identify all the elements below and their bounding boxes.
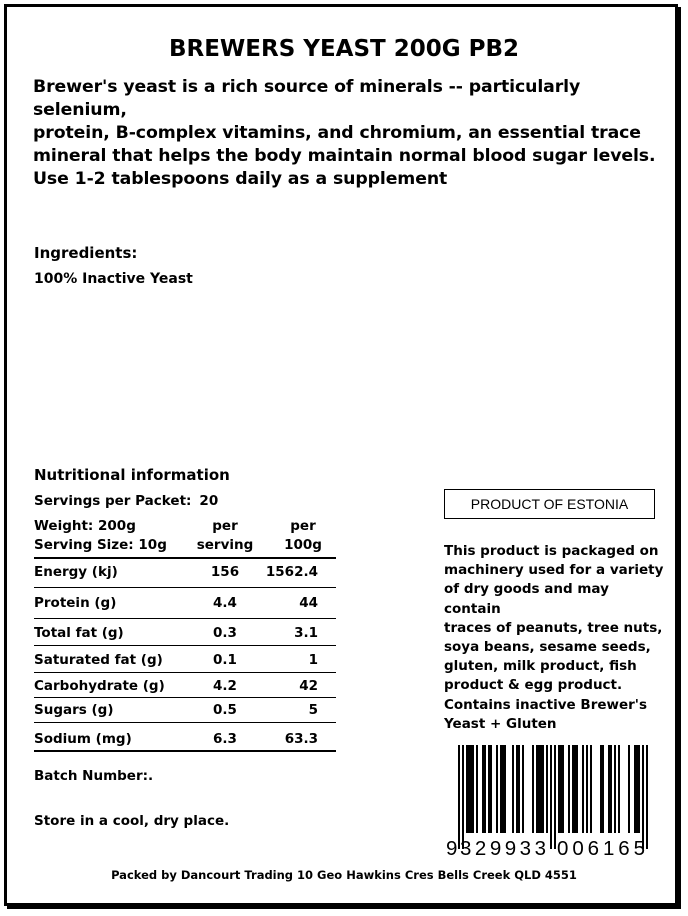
- barcode-bar: [536, 745, 538, 833]
- per-100g-value: 1562.4: [265, 564, 318, 580]
- barcode-left-digits: 329933: [460, 837, 546, 857]
- barcode-bar: [618, 745, 620, 833]
- barcode-bar: [504, 745, 506, 833]
- nutrient-name: Total fat (g): [34, 625, 124, 641]
- barcode-bar: [568, 745, 570, 833]
- nutrition-heading: Nutritional information: [34, 466, 230, 484]
- description-line: mineral that helps the body maintain normal blood sugar levels.: [33, 146, 656, 166]
- per-serving-value: 156: [210, 564, 240, 580]
- per-serving-value: 6.3: [213, 731, 237, 747]
- nutrient-name: Carbohydrate (g): [34, 678, 165, 694]
- column-header-line: 100g: [284, 537, 322, 553]
- barcode-bar: [468, 745, 470, 833]
- barcode-bar: [466, 745, 468, 833]
- per-100g-value: 3.1: [294, 625, 318, 641]
- barcode-bar: [502, 745, 504, 833]
- barcode-bar: [610, 745, 612, 833]
- barcode-bar: [518, 745, 520, 833]
- barcode: [444, 745, 664, 857]
- barcode-bar: [634, 745, 636, 833]
- barcode-bar: [488, 745, 490, 833]
- barcode-first-digit: 9: [446, 837, 458, 857]
- barcode-bar: [554, 745, 556, 849]
- per-serving-value: 0.5: [213, 702, 237, 718]
- allergen-line: Contains inactive Brewer's: [444, 696, 647, 713]
- barcode-bar: [550, 745, 552, 849]
- barcode-bar: [642, 745, 644, 849]
- weight-label: Weight: 200g: [34, 518, 136, 534]
- barcode-bar: [608, 745, 610, 833]
- per-serving-value: 4.2: [213, 678, 237, 694]
- barcode-bars: [458, 745, 648, 849]
- packed-by-statement: Packed by Dancourt Trading 10 Geo Hawkins Cres Bells Creek QLD 4551: [111, 868, 577, 882]
- allergen-line: soya beans, sesame seeds,: [444, 639, 651, 656]
- table-row: [34, 731, 336, 751]
- per-100g-value: 1: [308, 652, 318, 668]
- batch-number: Batch Number:.: [34, 768, 154, 784]
- table-divider: [34, 587, 336, 588]
- per-serving-value: 4.4: [213, 595, 237, 611]
- table-divider: [34, 750, 336, 752]
- table-divider: [34, 618, 336, 619]
- barcode-bar: [574, 745, 576, 833]
- barcode-bar: [636, 745, 638, 833]
- serving-size-label: Serving Size: 10g: [34, 537, 167, 553]
- table-row: [34, 702, 336, 722]
- table-divider: [34, 722, 336, 723]
- column-header-per-serving: [195, 517, 255, 555]
- barcode-bar: [560, 745, 562, 833]
- barcode-bar: [542, 745, 544, 833]
- ingredients-heading: Ingredients:: [34, 244, 138, 262]
- description-line: protein, B-complex vitamins, and chromium, an essential trace: [33, 123, 641, 143]
- barcode-bar: [490, 745, 492, 833]
- barcode-bar: [482, 745, 484, 833]
- allergen-statement: [444, 542, 666, 734]
- origin-box: PRODUCT OF ESTONIA: [444, 489, 655, 519]
- barcode-bar: [546, 745, 548, 833]
- servings-per-packet: [34, 493, 218, 509]
- barcode-bar: [572, 745, 574, 833]
- servings-label: Servings per Packet:: [34, 493, 192, 509]
- description-line: Brewer's yeast is a rich source of minerals -- particularly selenium,: [33, 77, 581, 120]
- allergen-line: of dry goods and may contain: [444, 581, 609, 617]
- barcode-bar: [628, 745, 630, 833]
- column-header-line: serving: [196, 537, 254, 553]
- table-row: [34, 652, 336, 672]
- nutrient-name: Sugars (g): [34, 702, 114, 718]
- barcode-bar: [614, 745, 616, 833]
- column-header-line: per: [212, 518, 238, 534]
- table-row: [34, 678, 336, 698]
- barcode-bar: [462, 745, 464, 849]
- barcode-bar: [472, 745, 474, 833]
- allergen-line: product & egg product.: [444, 677, 623, 694]
- table-divider: [34, 645, 336, 646]
- column-header-per-100g: [268, 517, 338, 555]
- barcode-bar: [458, 745, 460, 849]
- barcode-bar: [590, 745, 592, 833]
- barcode-bar: [558, 745, 560, 833]
- table-divider: [34, 697, 336, 698]
- allergen-line: machinery used for a variety: [444, 562, 664, 579]
- table-divider: [34, 557, 336, 559]
- barcode-bar: [538, 745, 540, 833]
- allergen-line: traces of peanuts, tree nuts,: [444, 619, 663, 636]
- per-100g-value: 63.3: [284, 731, 318, 747]
- servings-value: 20: [199, 493, 219, 509]
- per-100g-value: 5: [308, 702, 318, 718]
- barcode-bar: [576, 745, 578, 833]
- per-100g-value: 44: [299, 595, 318, 611]
- barcode-bar: [562, 745, 564, 833]
- barcode-bar: [582, 745, 584, 833]
- barcode-bar: [516, 745, 518, 833]
- allergen-line: Yeast + Gluten: [444, 715, 557, 732]
- description-line: Use 1-2 tablespoons daily as a supplement: [33, 169, 448, 189]
- allergen-line: gluten, milk product, fish: [444, 658, 637, 675]
- barcode-bar: [512, 745, 514, 833]
- barcode-bar: [540, 745, 542, 833]
- nutrient-name: Sodium (mg): [34, 731, 132, 747]
- table-row: [34, 564, 336, 584]
- barcode-bar: [638, 745, 640, 833]
- ingredients-text: 100% Inactive Yeast: [34, 271, 193, 287]
- barcode-bar: [484, 745, 486, 833]
- barcode-bar: [522, 745, 524, 833]
- product-description: [33, 76, 673, 191]
- allergen-line: This product is packaged on: [444, 543, 659, 559]
- per-100g-value: 42: [299, 678, 318, 694]
- barcode-bar: [602, 745, 604, 833]
- barcode-bar: [532, 745, 534, 833]
- barcode-bar: [476, 745, 478, 833]
- barcode-bar: [586, 745, 588, 833]
- nutrient-name: Protein (g): [34, 595, 117, 611]
- product-title: BREWERS YEAST 200G PB2: [168, 36, 520, 62]
- table-divider: [34, 672, 336, 673]
- table-row: [34, 595, 336, 615]
- barcode-bar: [646, 745, 648, 849]
- nutrient-name: Saturated fat (g): [34, 652, 163, 668]
- barcode-bar: [600, 745, 602, 833]
- per-serving-value: 0.3: [213, 625, 237, 641]
- barcode-bar: [500, 745, 502, 833]
- storage-instructions: Store in a cool, dry place.: [34, 813, 230, 829]
- nutrient-name: Energy (kj): [34, 564, 118, 580]
- per-serving-value: 0.1: [213, 652, 237, 668]
- barcode-bar: [496, 745, 498, 833]
- barcode-right-digits: 006165: [557, 837, 645, 857]
- barcode-bar: [470, 745, 472, 833]
- table-row: [34, 625, 336, 645]
- column-header-line: per: [290, 518, 316, 534]
- nutrition-weight-block: [34, 517, 167, 555]
